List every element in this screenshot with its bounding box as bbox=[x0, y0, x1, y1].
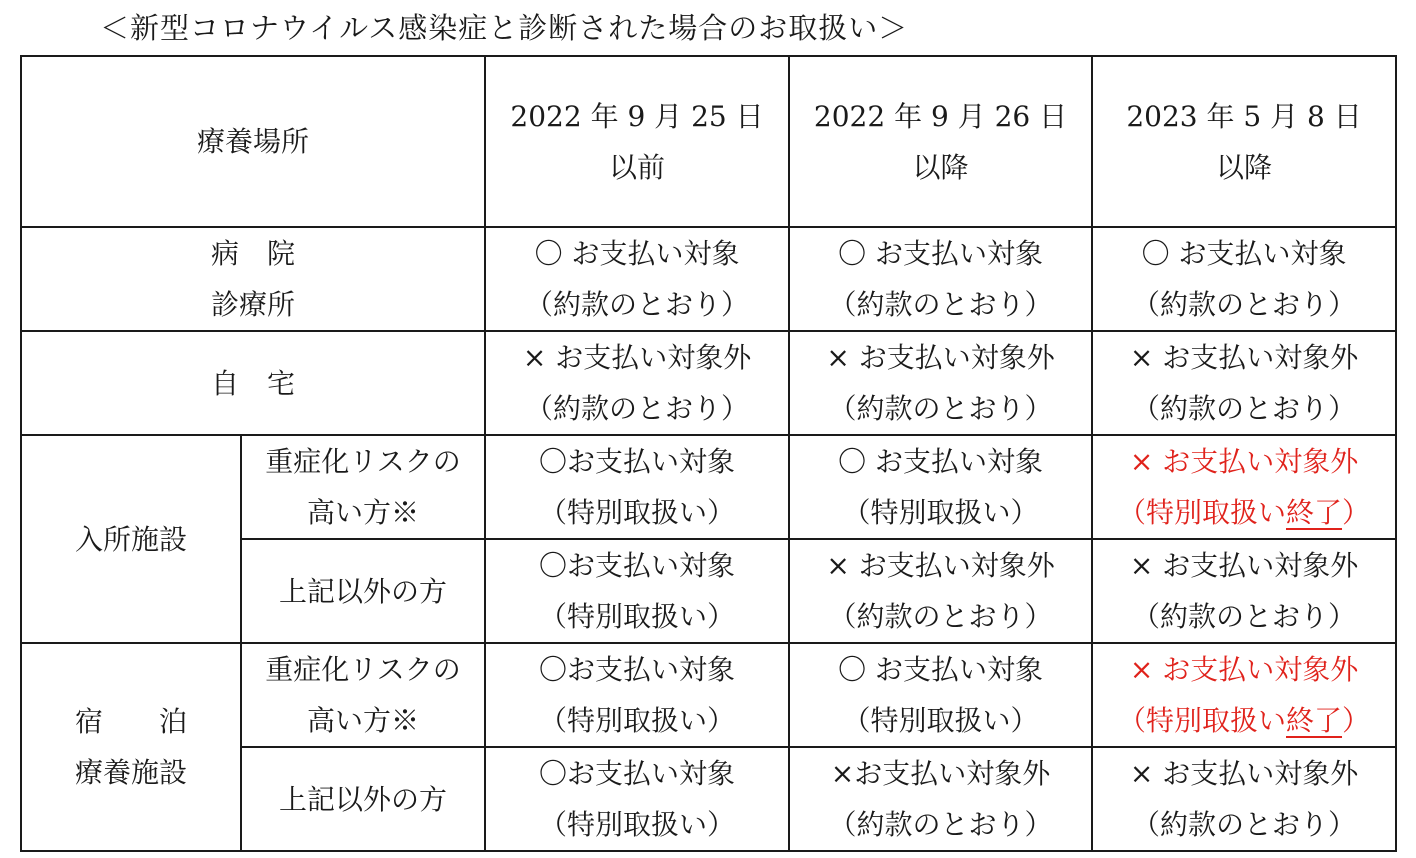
table-cell bbox=[789, 643, 1092, 747]
table-cell bbox=[485, 331, 789, 435]
cell-status: 〇 お支払い対象 bbox=[838, 445, 1043, 478]
header-place-label: 療養場所 bbox=[197, 125, 310, 158]
cell-note-prefix: （特別取扱い bbox=[1117, 704, 1286, 737]
header-suffix: 以降 bbox=[912, 150, 969, 184]
table-cell bbox=[789, 227, 1092, 331]
cell-status: × お支払い対象外 bbox=[1129, 549, 1359, 582]
cell-note-prefix: （特別取扱い bbox=[1117, 496, 1286, 529]
header-date: 2022 年 9 月 26 日 bbox=[813, 99, 1068, 133]
cell-status: 〇お支払い対象 bbox=[539, 445, 736, 478]
cell-status: × お支払い対象外 bbox=[1129, 757, 1359, 790]
cell-note: （特別取扱い） bbox=[539, 808, 736, 841]
cell-note-underlined: 終了 bbox=[1286, 496, 1343, 529]
row-label-line: 自 宅 bbox=[211, 366, 296, 400]
table-cell bbox=[1092, 331, 1396, 435]
header-place-cell bbox=[21, 56, 485, 227]
group-label-line: 療養施設 bbox=[74, 756, 187, 789]
cell-status: × お支払い対象外 bbox=[1129, 341, 1359, 374]
table-cell bbox=[485, 747, 789, 851]
header-suffix: 以降 bbox=[1216, 150, 1273, 184]
table-cell bbox=[789, 331, 1092, 435]
cell-note: （約款のとおり） bbox=[1132, 288, 1357, 321]
table-cell bbox=[485, 227, 789, 331]
table-cell bbox=[485, 539, 789, 643]
coverage-table bbox=[20, 55, 1397, 852]
header-column-2 bbox=[789, 56, 1092, 227]
cell-note: （約款のとおり） bbox=[1132, 392, 1357, 425]
cell-note-suffix: ） bbox=[1342, 704, 1371, 737]
cell-status: 〇 お支払い対象 bbox=[534, 237, 740, 270]
table-row-home bbox=[21, 331, 1396, 435]
cell-status: 〇お支払い対象 bbox=[539, 549, 736, 582]
cell-note bbox=[1093, 487, 1395, 538]
cell-note: （約款のとおり） bbox=[525, 288, 750, 321]
row-sublabel-other bbox=[241, 539, 485, 643]
cell-note: （約款のとおり） bbox=[525, 392, 750, 425]
cell-status: 〇お支払い対象 bbox=[539, 653, 736, 686]
group-label-line: 入所施設 bbox=[74, 522, 187, 556]
sublabel-line: 重症化リスクの bbox=[265, 445, 461, 478]
header-date: 2022 年 9 月 25 日 bbox=[510, 99, 764, 133]
header-column-1 bbox=[485, 56, 789, 227]
header-column-3 bbox=[1092, 56, 1396, 227]
sublabel-line: 上記以外の方 bbox=[279, 782, 448, 816]
cell-note: （特別取扱い） bbox=[539, 704, 736, 737]
sublabel-line: 高い方※ bbox=[307, 704, 420, 737]
sublabel-line: 高い方※ bbox=[307, 496, 420, 529]
cell-status: ×お支払い対象外 bbox=[830, 757, 1051, 790]
cell-note: （約款のとおり） bbox=[828, 808, 1053, 841]
row-label-line: 診療所 bbox=[211, 288, 296, 321]
sublabel-line: 上記以外の方 bbox=[279, 574, 448, 608]
header-row bbox=[21, 56, 1396, 227]
header-date: 2023 年 5 月 8 日 bbox=[1126, 99, 1362, 133]
cell-status: × お支払い対象外 bbox=[826, 549, 1055, 582]
table-cell bbox=[789, 747, 1092, 851]
cell-note: （約款のとおり） bbox=[828, 392, 1053, 425]
row-label-hospital bbox=[21, 227, 485, 331]
row-sublabel-high-risk bbox=[241, 643, 485, 747]
sublabel-line: 重症化リスクの bbox=[265, 653, 461, 686]
row-group-label-facility bbox=[21, 435, 241, 643]
table-row-lodging-high-risk bbox=[21, 643, 1396, 747]
row-group-label-lodging bbox=[21, 643, 241, 851]
cell-note: （約款のとおり） bbox=[1132, 808, 1357, 841]
cell-status: 〇 お支払い対象 bbox=[838, 653, 1043, 686]
page-title: ＜新型コロナウイルス感染症と診断された場合のお取扱い＞ bbox=[100, 11, 909, 45]
cell-status: × お支払い対象外 bbox=[1129, 445, 1359, 478]
cell-note: （約款のとおり） bbox=[1132, 600, 1357, 633]
cell-note: （特別取扱い） bbox=[842, 496, 1039, 529]
table-cell bbox=[789, 435, 1092, 539]
cell-status: 〇 お支払い対象 bbox=[1141, 237, 1347, 270]
table-cell bbox=[1092, 747, 1396, 851]
cell-note: （約款のとおり） bbox=[828, 600, 1053, 633]
table-cell-highlight bbox=[1092, 435, 1396, 539]
table-row-facility-high-risk bbox=[21, 435, 1396, 539]
table-cell bbox=[1092, 227, 1396, 331]
group-label-line: 宿 泊 bbox=[74, 705, 187, 738]
table-cell-highlight bbox=[1092, 643, 1396, 747]
cell-status: 〇お支払い対象 bbox=[539, 757, 736, 790]
cell-note: （特別取扱い） bbox=[539, 496, 736, 529]
cell-note: （特別取扱い） bbox=[539, 600, 736, 633]
cell-note: （約款のとおり） bbox=[828, 288, 1053, 321]
row-sublabel-other bbox=[241, 747, 485, 851]
table-cell bbox=[485, 643, 789, 747]
cell-note bbox=[1093, 695, 1395, 746]
row-label-line: 病 院 bbox=[211, 237, 296, 270]
table-cell bbox=[1092, 539, 1396, 643]
header-suffix: 以前 bbox=[609, 150, 666, 184]
cell-status: × お支払い対象外 bbox=[1129, 653, 1359, 686]
table-row-hospital bbox=[21, 227, 1396, 331]
cell-status: × お支払い対象外 bbox=[826, 341, 1055, 374]
row-label-home bbox=[21, 331, 485, 435]
table-cell bbox=[485, 435, 789, 539]
cell-status: 〇 お支払い対象 bbox=[838, 237, 1043, 270]
cell-status: × お支払い対象外 bbox=[522, 341, 752, 374]
cell-note: （特別取扱い） bbox=[842, 704, 1039, 737]
table-cell bbox=[789, 539, 1092, 643]
cell-note-suffix: ） bbox=[1342, 496, 1371, 529]
cell-note-underlined: 終了 bbox=[1286, 704, 1343, 737]
row-sublabel-high-risk bbox=[241, 435, 485, 539]
